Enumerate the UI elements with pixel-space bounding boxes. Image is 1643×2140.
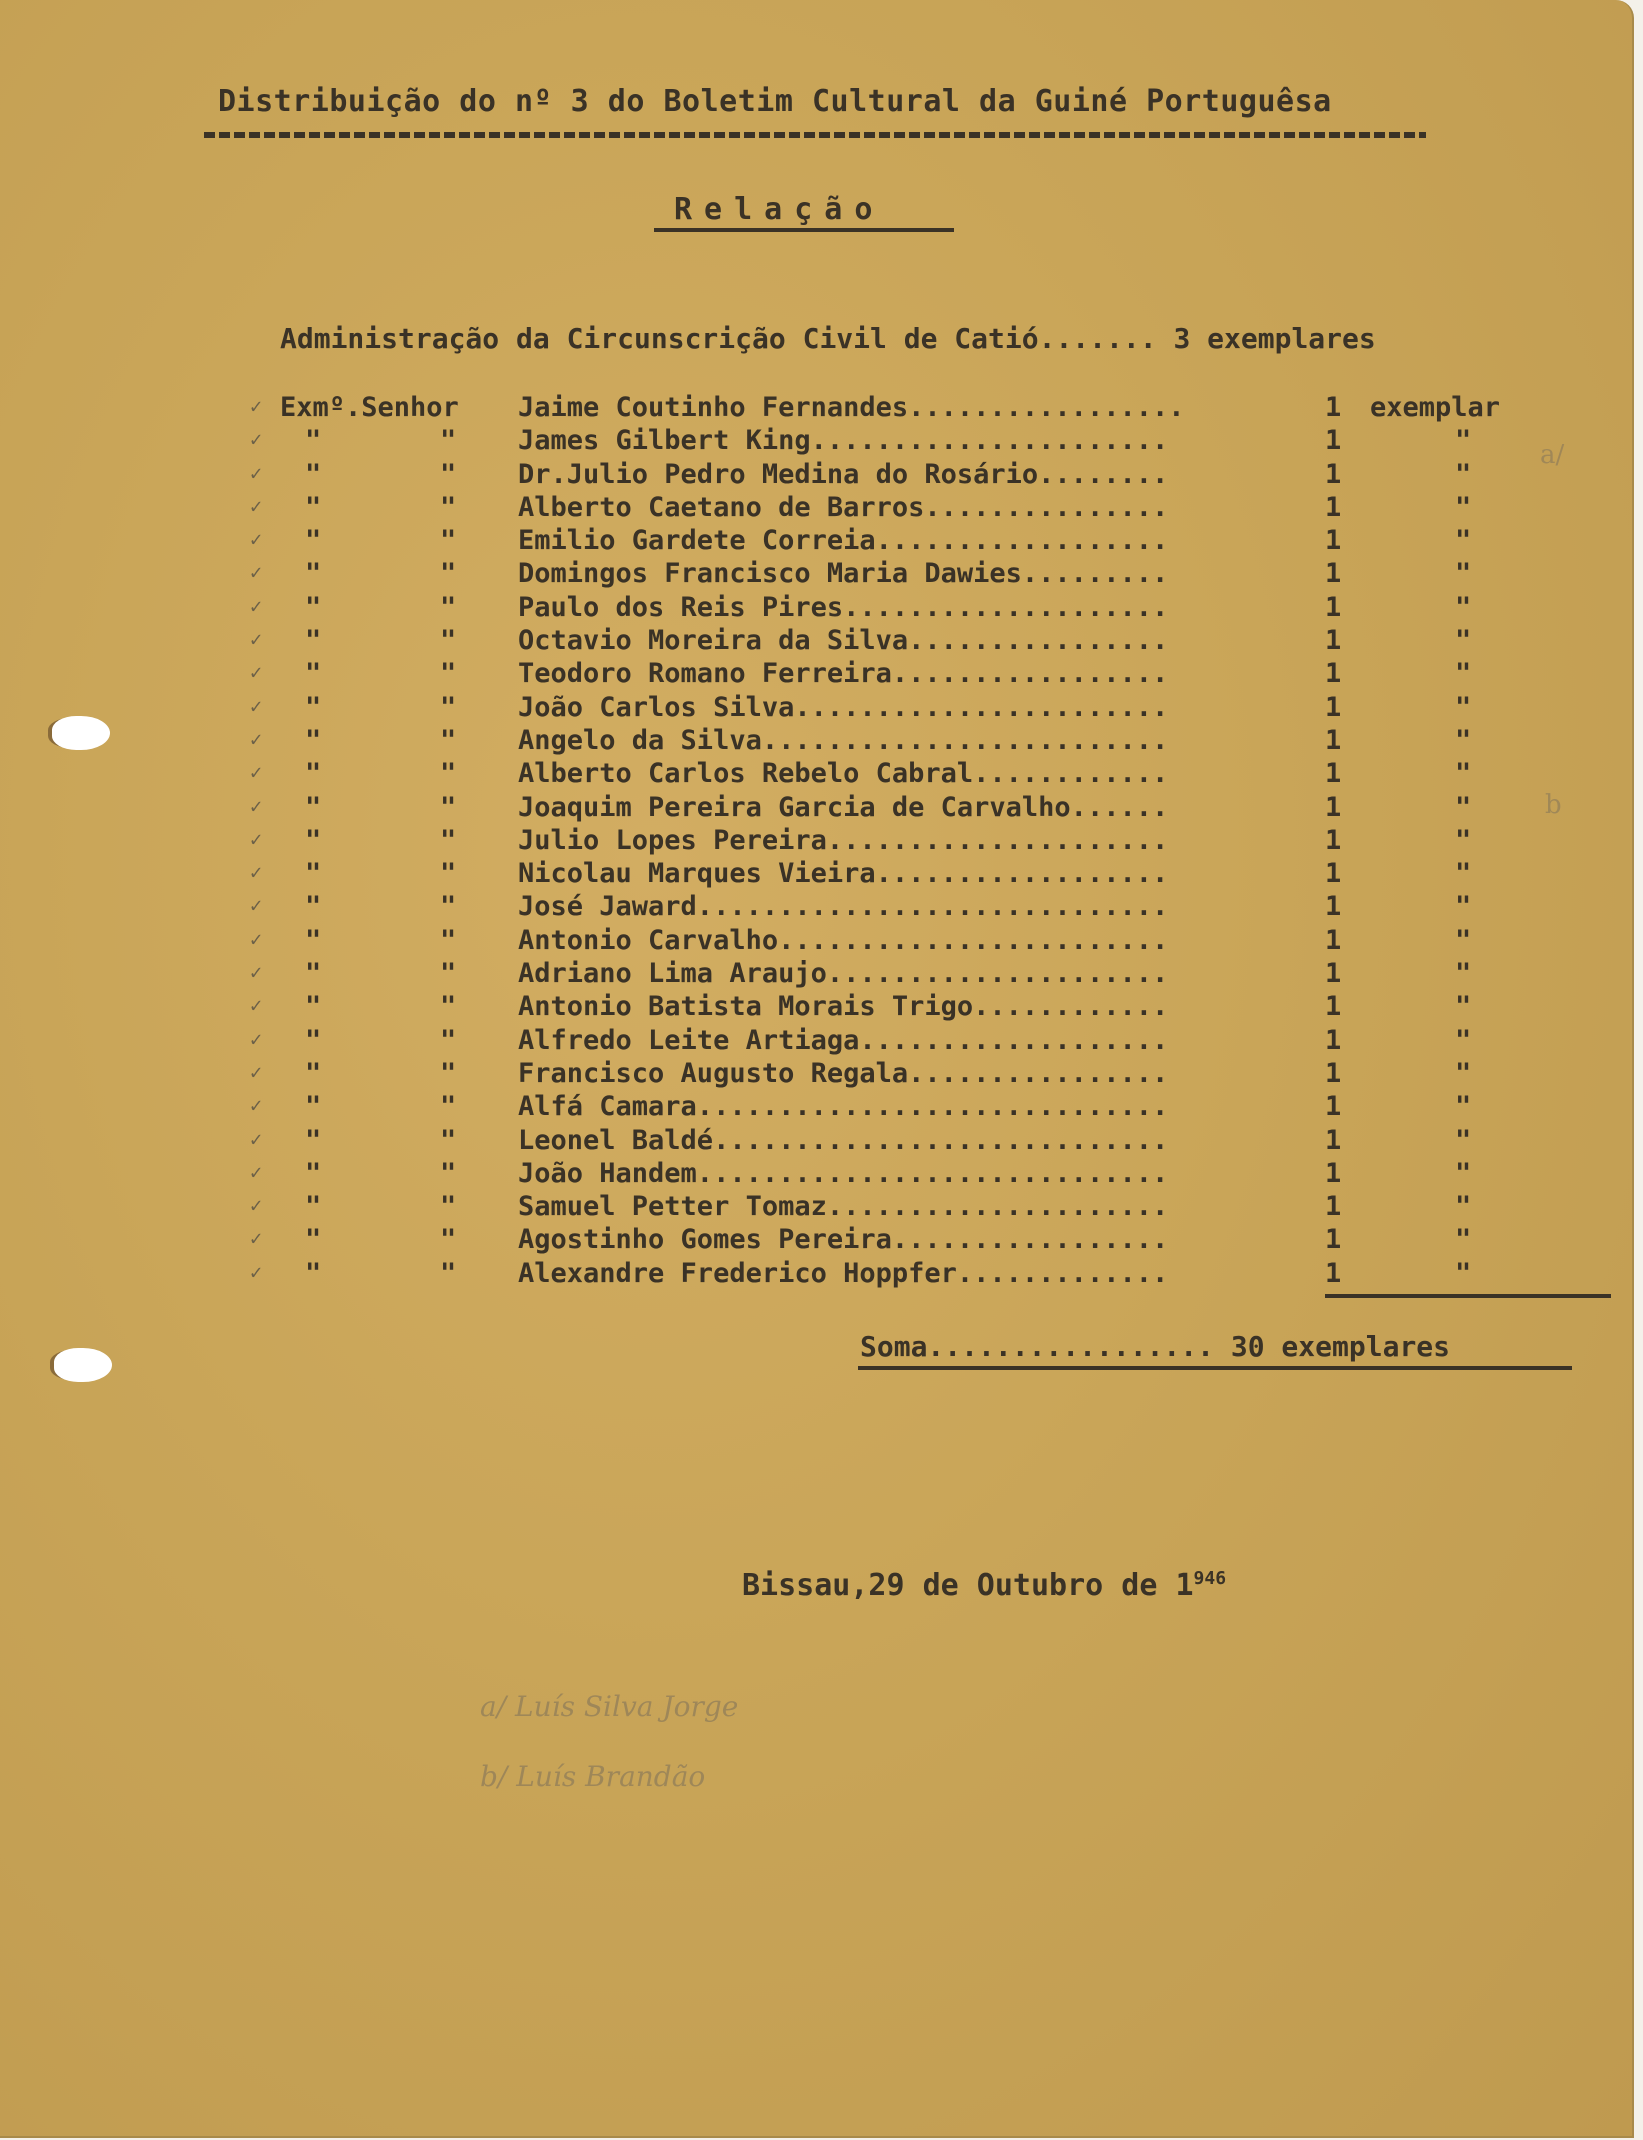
ditto-mark-icon: "	[440, 824, 457, 856]
ditto-mark-icon: "	[305, 1024, 322, 1056]
recipient-quantity: 1	[1325, 924, 1342, 956]
recipient-quantity: 1	[1325, 525, 1342, 557]
ditto-mark-icon: "	[1455, 1191, 1472, 1223]
recipient-quantity: 1	[1325, 724, 1342, 756]
recipient-quantity: 1	[1325, 458, 1342, 490]
recipient-quantity: 1	[1325, 1057, 1342, 1089]
salutation: Exmº.Senhor	[280, 392, 459, 423]
recipient-quantity: 1	[1325, 1024, 1342, 1056]
ditto-mark-icon: "	[440, 458, 457, 490]
date-year-superscript: 946	[1193, 1568, 1227, 1589]
check-mark-icon: ✓	[250, 826, 263, 851]
ditto-mark-icon: "	[440, 558, 457, 590]
ditto-mark-icon: "	[305, 1157, 322, 1189]
punch-hole-bottom	[54, 1348, 112, 1382]
ditto-mark-icon: "	[440, 891, 457, 923]
ditto-mark-icon: "	[1455, 724, 1472, 756]
ditto-mark-icon: "	[1455, 891, 1472, 923]
margin-mark-a: a/	[1540, 440, 1565, 470]
ditto-mark-icon: "	[305, 1224, 322, 1256]
sum-underline	[858, 1366, 1572, 1370]
ditto-mark-icon: "	[305, 891, 322, 923]
check-mark-icon: ✓	[250, 527, 263, 552]
ditto-mark-icon: "	[305, 991, 322, 1023]
ditto-mark-icon: "	[440, 991, 457, 1023]
ditto-mark-icon: "	[1455, 1157, 1472, 1189]
ditto-mark-icon: "	[305, 858, 322, 890]
admin-allocation-line: Administração da Circunscrição Civil de Catió....... 3 exemplares	[280, 322, 1376, 355]
recipient-name: Teodoro Romano Ferreira.................	[518, 658, 1169, 690]
recipient-name: Francisco Augusto Regala................	[518, 1057, 1169, 1089]
check-mark-icon: ✓	[250, 1159, 263, 1184]
ditto-mark-icon: "	[440, 758, 457, 790]
ditto-mark-icon: "	[440, 1124, 457, 1156]
margin-mark-b: b	[1545, 790, 1562, 820]
check-mark-icon: ✓	[250, 793, 263, 818]
ditto-mark-icon: "	[305, 824, 322, 856]
date-text: Bissau,29 de Outubro de 1	[742, 1568, 1194, 1603]
ditto-mark-icon: "	[1455, 591, 1472, 623]
ditto-mark-icon: "	[440, 658, 457, 690]
recipient-name: Dr.Julio Pedro Medina do Rosário........	[518, 458, 1169, 490]
recipient-name: Alberto Caetano de Barros...............	[518, 491, 1169, 523]
ditto-mark-icon: "	[1455, 858, 1472, 890]
ditto-mark-icon: "	[440, 425, 457, 457]
check-mark-icon: ✓	[250, 960, 263, 985]
recipient-name: Nicolau Marques Vieira..................	[518, 858, 1169, 890]
check-mark-icon: ✓	[250, 460, 263, 485]
ditto-mark-icon: "	[1455, 1057, 1472, 1089]
check-mark-icon: ✓	[250, 394, 263, 418]
recipient-name: Paulo dos Reis Pires....................	[518, 591, 1169, 623]
recipient-quantity: 1	[1325, 392, 1342, 423]
ditto-mark-icon: "	[305, 1124, 322, 1156]
check-mark-icon: ✓	[250, 693, 263, 718]
recipient-quantity: 1	[1325, 958, 1342, 990]
recipient-quantity: 1	[1325, 891, 1342, 923]
ditto-mark-icon: "	[1455, 625, 1472, 657]
check-mark-icon: ✓	[250, 1226, 263, 1251]
ditto-mark-icon: "	[440, 591, 457, 623]
ditto-mark-icon: "	[305, 1191, 322, 1223]
ditto-mark-icon: "	[1455, 491, 1472, 523]
recipient-name: Samuel Petter Tomaz.....................	[518, 1191, 1169, 1223]
ditto-mark-icon: "	[1455, 991, 1472, 1023]
recipient-name: João Handem.............................	[518, 1157, 1169, 1189]
ditto-mark-icon: "	[305, 724, 322, 756]
handwritten-note-b: b/ Luís Brandão	[480, 1760, 706, 1793]
check-mark-icon: ✓	[250, 893, 263, 918]
ditto-mark-icon: "	[305, 558, 322, 590]
ditto-mark-icon: "	[440, 525, 457, 557]
recipient-quantity: 1	[1325, 425, 1342, 457]
ditto-mark-icon: "	[305, 425, 322, 457]
recipient-name: Joaquim Pereira Garcia de Carvalho......	[518, 791, 1169, 823]
recipient-name: Alfá Camara.............................	[518, 1091, 1169, 1123]
ditto-mark-icon: "	[440, 791, 457, 823]
ditto-mark-icon: "	[305, 1257, 322, 1289]
recipient-name: Angelo da Silva.........................	[518, 724, 1169, 756]
place-and-date	[742, 1568, 1226, 1603]
recipient-name: Antonio Carvalho........................	[518, 924, 1169, 956]
ditto-mark-icon: "	[440, 491, 457, 523]
recipient-quantity: 1	[1325, 1157, 1342, 1189]
ditto-mark-icon: "	[305, 1091, 322, 1123]
ditto-mark-icon: "	[1455, 691, 1472, 723]
total-rule	[1325, 1294, 1611, 1298]
ditto-mark-icon: "	[305, 758, 322, 790]
recipient-name: Emilio Gardete Correia..................	[518, 525, 1169, 557]
ditto-mark-icon: "	[305, 491, 322, 523]
ditto-mark-icon: "	[1455, 558, 1472, 590]
recipient-quantity: 1	[1325, 591, 1342, 623]
unit-label: exemplar	[1370, 392, 1501, 423]
check-mark-icon: ✓	[250, 1026, 263, 1051]
recipient-name: James Gilbert King......................	[518, 425, 1169, 457]
ditto-mark-icon: "	[305, 924, 322, 956]
document-title: Distribuição do nº 3 do Boletim Cultural da Guiné Portuguêsa	[218, 84, 1332, 119]
recipient-quantity: 1	[1325, 1124, 1342, 1156]
check-mark-icon: ✓	[250, 1259, 263, 1284]
ditto-mark-icon: "	[1455, 1124, 1472, 1156]
recipient-quantity: 1	[1325, 1224, 1342, 1256]
recipient-quantity: 1	[1325, 791, 1342, 823]
recipient-name: Alberto Carlos Rebelo Cabral............	[518, 758, 1169, 790]
ditto-mark-icon: "	[440, 1257, 457, 1289]
recipient-name: Agostinho Gomes Pereira.................	[518, 1224, 1169, 1256]
check-mark-icon: ✓	[250, 593, 263, 618]
recipient-quantity: 1	[1325, 1091, 1342, 1123]
ditto-mark-icon: "	[1455, 758, 1472, 790]
check-mark-icon: ✓	[250, 1193, 263, 1218]
check-mark-icon: ✓	[250, 493, 263, 518]
ditto-mark-icon: "	[1455, 958, 1472, 990]
check-mark-icon: ✓	[250, 760, 263, 785]
check-mark-icon: ✓	[250, 560, 263, 585]
check-mark-icon: ✓	[250, 860, 263, 885]
ditto-mark-icon: "	[1455, 458, 1472, 490]
ditto-mark-icon: "	[440, 1191, 457, 1223]
ditto-mark-icon: "	[440, 1024, 457, 1056]
ditto-mark-icon: "	[305, 958, 322, 990]
ditto-mark-icon: "	[305, 691, 322, 723]
sum-total-line: Soma................. 30 exemplares	[860, 1330, 1451, 1363]
ditto-mark-icon: "	[1455, 791, 1472, 823]
ditto-mark-icon: "	[440, 958, 457, 990]
check-mark-icon: ✓	[250, 660, 263, 685]
recipient-name: José Jaward.............................	[518, 891, 1169, 923]
check-mark-icon: ✓	[250, 427, 263, 452]
recipient-quantity: 1	[1325, 824, 1342, 856]
recipient-name: Alfredo Leite Artiaga...................	[518, 1024, 1169, 1056]
check-mark-icon: ✓	[250, 926, 263, 951]
ditto-mark-icon: "	[305, 525, 322, 557]
ditto-mark-icon: "	[305, 1057, 322, 1089]
recipient-name: Leonel Baldé............................	[518, 1124, 1169, 1156]
subtitle-underline	[654, 228, 954, 232]
recipient-quantity: 1	[1325, 991, 1342, 1023]
recipient-name: Antonio Batista Morais Trigo............	[518, 991, 1169, 1023]
ditto-mark-icon: "	[1455, 425, 1472, 457]
ditto-mark-icon: "	[305, 591, 322, 623]
recipient-quantity: 1	[1325, 1191, 1342, 1223]
handwritten-note-a: a/ Luís Silva Jorge	[480, 1690, 739, 1723]
recipient-quantity: 1	[1325, 558, 1342, 590]
ditto-mark-icon: "	[440, 1224, 457, 1256]
ditto-mark-icon: "	[1455, 1257, 1472, 1289]
recipient-quantity: 1	[1325, 658, 1342, 690]
document-subtitle: Relação	[674, 192, 885, 227]
ditto-mark-icon: "	[440, 691, 457, 723]
ditto-mark-icon: "	[440, 1157, 457, 1189]
recipient-name: Julio Lopes Pereira.....................	[518, 824, 1169, 856]
recipient-name: Domingos Francisco Maria Dawies.........	[518, 558, 1169, 590]
ditto-mark-icon: "	[1455, 924, 1472, 956]
punch-hole-top	[52, 716, 110, 750]
ditto-mark-icon: "	[305, 458, 322, 490]
ditto-mark-icon: "	[1455, 658, 1472, 690]
recipient-name: Alexandre Frederico Hoppfer.............	[518, 1257, 1169, 1289]
recipient-name: Octavio Moreira da Silva................	[518, 625, 1169, 657]
recipient-name: Jaime Coutinho Fernandes.................	[518, 392, 1185, 423]
ditto-mark-icon: "	[1455, 1024, 1472, 1056]
check-mark-icon: ✓	[250, 1059, 263, 1084]
recipient-quantity: 1	[1325, 758, 1342, 790]
ditto-mark-icon: "	[440, 1091, 457, 1123]
ditto-mark-icon: "	[1455, 824, 1472, 856]
recipient-quantity: 1	[1325, 625, 1342, 657]
check-mark-icon: ✓	[250, 726, 263, 751]
ditto-mark-icon: "	[1455, 1091, 1472, 1123]
check-mark-icon: ✓	[250, 1126, 263, 1151]
check-mark-icon: ✓	[250, 627, 263, 652]
recipient-name: João Carlos Silva.......................	[518, 691, 1169, 723]
recipient-quantity: 1	[1325, 858, 1342, 890]
ditto-mark-icon: "	[1455, 525, 1472, 557]
ditto-mark-icon: "	[440, 858, 457, 890]
ditto-mark-icon: "	[440, 724, 457, 756]
ditto-mark-icon: "	[1455, 1224, 1472, 1256]
ditto-mark-icon: "	[305, 625, 322, 657]
recipient-quantity: 1	[1325, 491, 1342, 523]
ditto-mark-icon: "	[440, 924, 457, 956]
ditto-mark-icon: "	[440, 1057, 457, 1089]
ditto-mark-icon: "	[305, 658, 322, 690]
recipient-quantity: 1	[1325, 1257, 1342, 1289]
check-mark-icon: ✓	[250, 1093, 263, 1118]
ditto-mark-icon: "	[305, 791, 322, 823]
recipient-quantity: 1	[1325, 691, 1342, 723]
ditto-mark-icon: "	[440, 625, 457, 657]
title-dashed-rule	[204, 132, 1426, 138]
check-mark-icon: ✓	[250, 993, 263, 1018]
recipient-name: Adriano Lima Araujo.....................	[518, 958, 1169, 990]
